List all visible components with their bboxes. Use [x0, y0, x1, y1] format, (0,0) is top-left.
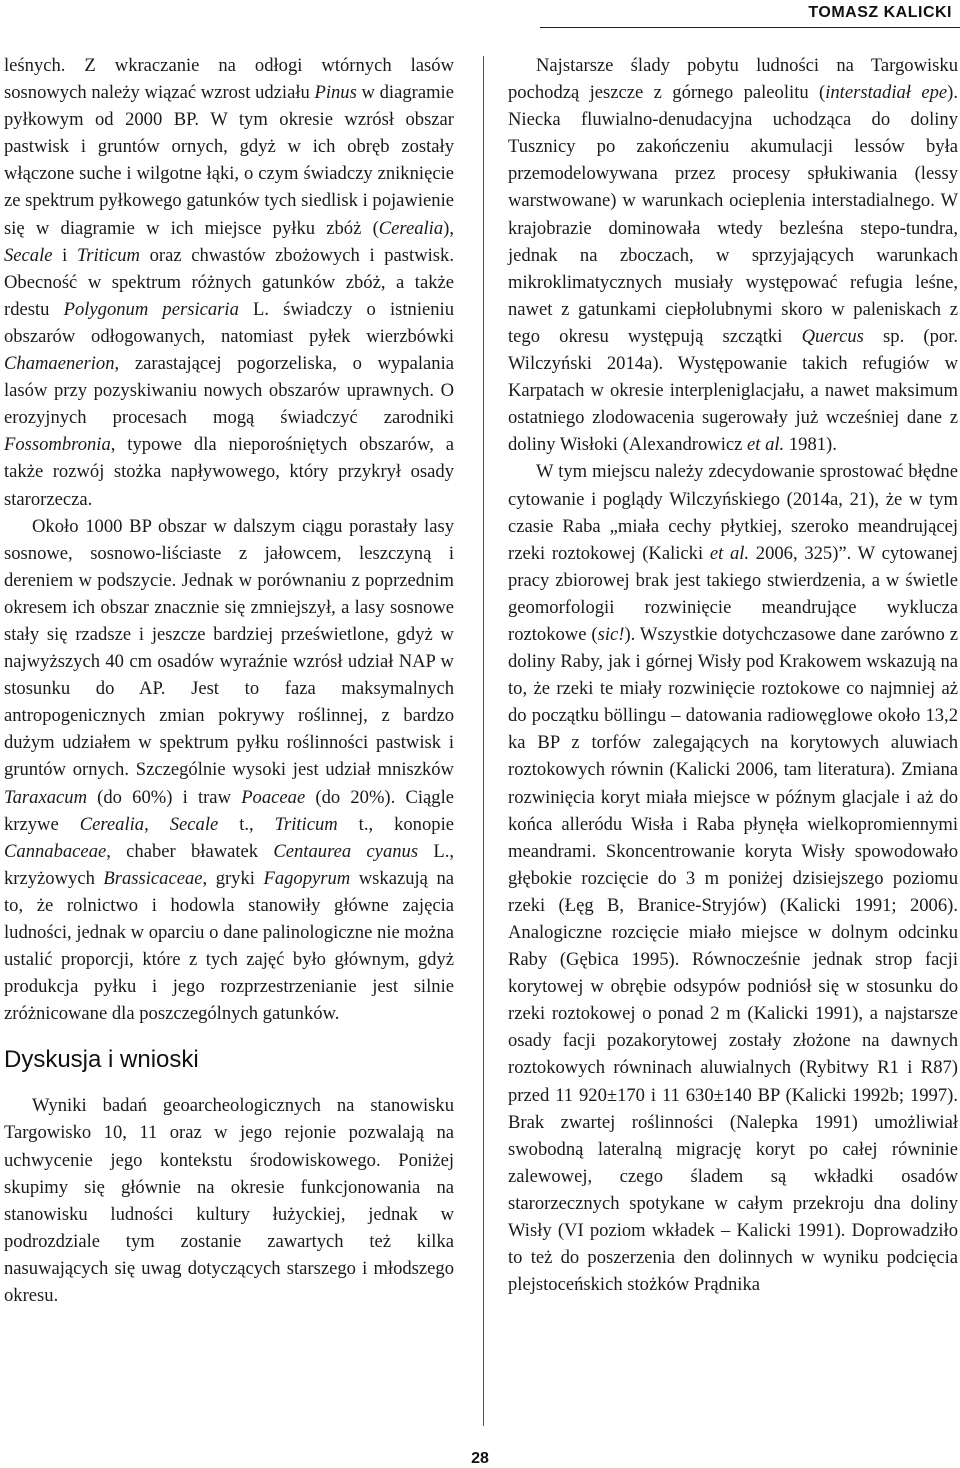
text-run: 2006, 325)”. W cytowanej pracy zbiorowej brak jest takiego stwierdzenia, a w świetle geomorfologii rozwinięcie meandrujące wyklucza roztokowe (	[508, 542, 958, 645]
text-run: w diagramie pyłkowym od 2000 BP. W tym okresie wzrósł obszar pastwisk i gruntów ornych, gdyż w ich obręb zostały włączone suche i wilgotne łąki, o czym świadczy zniknięcie ze spektrum pyłkowego gatunków tych siedlisk i pojawienie się w diagramie w ich miejsce pyłku zbóż (	[4, 82, 454, 239]
taxon-name: Cerealia	[378, 217, 444, 239]
running-head-author: TOMASZ KALICKI	[540, 0, 960, 28]
paragraph	[508, 52, 958, 458]
page-number: 28	[471, 1450, 489, 1467]
taxon-name: Fossombronia	[4, 434, 111, 456]
text-run: , typowe dla nieporośniętych obszarów, a także rozwój stożka napływowego, który przykrył osady starorzecza.	[4, 434, 454, 510]
text-run: i	[52, 244, 77, 266]
column-divider	[483, 56, 484, 1426]
taxon-name: Fagopyrum	[263, 867, 351, 889]
taxon-name: Triticum	[76, 244, 140, 266]
text-run: ). Niecka fluwialno-denudacyjna uchodząca do doliny Tusznicy po zakończeniu akumulacji lessów była przemodelowywana przez procesy spłukiwania (lessy warstwowane) w warunkach ocieplenia interstadialnego. W krajobrazie dominowała wtedy bezleśna stepo-tundra, jednak na zboczach, w sprzyjających warunkach mikroklimatycznych musiały występować refugia leśne, nawet z gatunkami ciepłolubnymi skoro w paleniskach z tego okresu występują szczątki	[508, 82, 958, 347]
text-run: L. świadczy o istnieniu obszarów odłogowanych, natomiast pyłek wierzbówki	[4, 298, 454, 347]
text-run: W tym miejscu należy zdecydowanie sprostować błędne cytowanie i poglądy Wilczyńskiego (2014a, 21), że w tym czasie Raba „miała cechy płytkiej, szeroko meandrującej rzeki roztokowej (Kalicki	[508, 461, 958, 564]
text-run: ). Wszystkie dotychczasowe dane zarówno z doliny Raby, jak i górnej Wisły pod Krakowem wskazują na to, że rzeki te miały rozwinięcie roztokowe co najmniej aż do początku böllingu – datowania radiowęglowe około 13,2 ka BP z torfów zalegających na korytowych aluwiach roztokowych równin (Kalicki 2006, tam literatura). Zmiana rozwinięcia koryt miała miejsce w późnym glacjale i aż do końca alleródu Wisła i Raba płynęła wielkopromiennymi meandrami. Skoncentrowanie koryta Wisły spowodowało głębokie rozcięcie do 3 m poniżej dzisiejszego poziomu rzeki (Łęg B, Branice-Stryjów) (Kalicki 1991; 2006). Analogiczne rozcięcie miało miejsce w dolnym odcinku Raby (Gębica 1995). Równocześnie jednak strop facji korytowej w obrębie odsypów podniósł się w stosunku do rzeki roztokowej o ponad 2 m (Kalicki 1991), a najstarsze osady facji pozakorytowej zostały złożone na dawnych roztokowych równinach aluwialnych (Rybitwy R1 i R87) przed 11 920±170 i 11 630±140 BP (Kalicki 1992b; 1997). Brak zwartej roślinności (Nalepka 1991) umożliwiał swobodną lateralną migrację koryt po całej równinie zalewowej, czego śladem są wkładki osadów starorzecznych spotykane w całym przekroju dna doliny Wisły (VI poziom wkładek – Kalicki 1991). Doprowadziło to też do poszerzenia den dolinnych w wyniku podcięcia plejstoceńskich stożków Prądnika	[508, 623, 958, 1296]
taxon-name: Centaurea cyanus	[273, 840, 419, 862]
taxon-name: Secale	[4, 244, 53, 266]
text-run: leśnych. Z wkraczanie na odłogi wtórnych lasów sosnowych należy wiązać wzrost udziału	[4, 55, 454, 104]
text-run: Około 1000 BP obszar w dalszym ciągu porastały lasy sosnowe, sosnowo-liściaste z jałowcem, leszczyną i dereniem w podszycie. Jednak w porównaniu z poprzednim okresem ich obszar znacznie się zmniejszył, a lasy sosnowe stały się rzadsze i jeszcze bardziej prześwietlone, gdyż w najwyższych 40 cm osadów wyraźnie wzrósł udział NAP w stosunku do AP. Jest to faza maksymalnych antropogenicznych zmian pokrywy roślinnej, z bardzo dużym udziałem w spektrum pyłku roślinności pastwisk i gruntów ornych. Szczególnie wysoki jest udział mniszków	[4, 515, 454, 781]
taxon-name: Brassicaceae	[103, 867, 203, 889]
taxon-name: Polygonum persicaria	[63, 298, 239, 320]
taxon-name: Poaceae	[241, 786, 306, 808]
taxon-name: Quercus	[801, 325, 864, 347]
taxon-name: Triticum	[274, 813, 338, 835]
text-run: (do 20%). Ciągle krzywe	[4, 786, 454, 835]
text-run: t.,	[218, 813, 275, 835]
italic-term: interstadiał epe	[825, 82, 948, 104]
text-run: Najstarsze ślady pobytu ludności na Targowisku pochodzą jeszcze z górnego paleolitu (	[508, 55, 958, 104]
italic-term: sic!	[597, 623, 625, 645]
section-heading: Dyskusja i wnioski	[4, 1046, 199, 1074]
text-run: , zarastającej pogorzeliska, o wypalania lasów przy pozyskiwaniu nowych obszarów uprawnych. O erozyjnych procesach mogą świadczyć zarodniki	[4, 353, 454, 429]
text-run: , gryki	[202, 867, 264, 889]
text-run: t., konopie	[337, 813, 454, 835]
paragraph	[4, 513, 454, 1028]
taxon-name: Cerealia	[79, 813, 145, 835]
citation-et-al: et al.	[709, 542, 750, 564]
text-run: 1981).	[784, 434, 837, 456]
taxon-name: Cannabaceae	[4, 840, 107, 862]
paragraph	[508, 458, 958, 1298]
text-run: , chaber bławatek	[106, 840, 274, 862]
text-run: ),	[443, 217, 454, 239]
taxon-name: Taraxacum	[4, 786, 87, 808]
left-column	[4, 52, 454, 1309]
text-run: (do 60%) i traw	[87, 786, 242, 808]
text-run: sp. (por. Wilczyński 2014a). Występowanie takich refugiów w Karpatach w okresie interpleniglacjału, a nawet maksimum ostatniego zlodowacenia sugerowały już wcześniej dane z doliny Wisłoki (Alexandrowicz	[508, 325, 959, 456]
taxon-name: Pinus	[314, 82, 357, 104]
text-run: wskazują na to, że rolnictwo i hodowla stanowiły główne zajęcia ludności, jednak w oparciu o dane palinologiczne nie można ustalić proporcji, które z tych zajęć było głównym, gdyż produkcja pyłku i jego rozprzestrzenianie jest silnie zróżnicowane dla poszczególnych gatunków.	[4, 867, 455, 1025]
taxon-name: Secale	[169, 813, 219, 835]
paragraph: Wyniki badań geoarcheologicznych na stanowisku Targowisko 10, 11 oraz w jego rejonie pozwalają na uchwycenie jego kontekstu środowiskowego. Poniżej skupimy się głównie na okresie funkcjonowania na stanowisku ludności kultury łużyckiej, jednak w podrozdziale tym zostanie zawartych też kilka nasuwających się uwag dotyczących starszego i młodszego okresu.	[4, 1095, 454, 1307]
paragraph	[4, 52, 454, 513]
citation-et-al: et al.	[747, 434, 785, 456]
right-column	[508, 52, 958, 1298]
text-run: L., krzyżowych	[4, 840, 455, 889]
text-run: oraz chwastów zbożowych i pastwisk. Obecność w spektrum różnych gatunków zbóż, a także rdestu	[4, 244, 454, 320]
text-run: ,	[144, 813, 170, 835]
taxon-name: Chamaenerion	[4, 353, 115, 375]
